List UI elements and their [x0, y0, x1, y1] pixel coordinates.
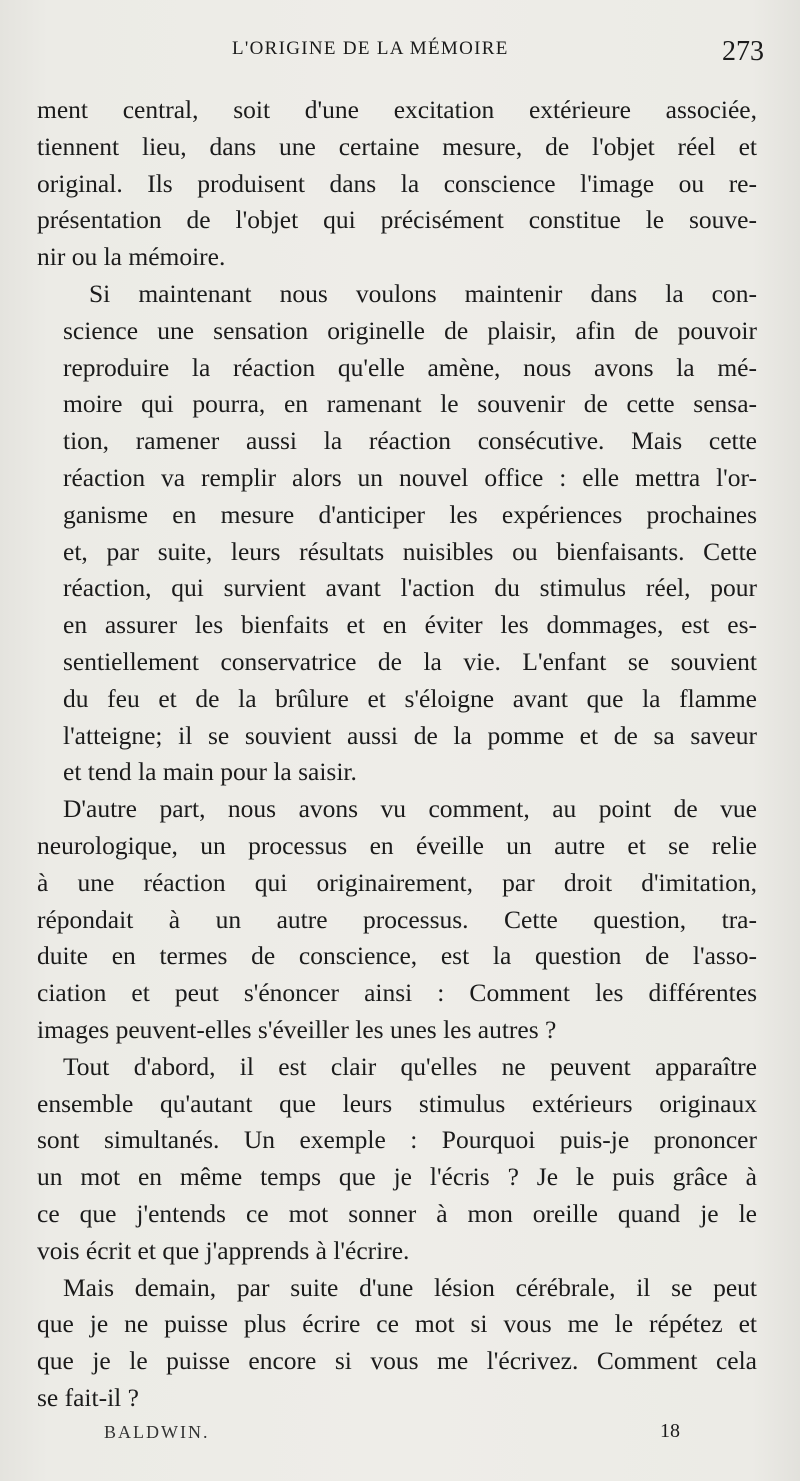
text-line: sentiellement conservatrice de la vie. L'enfant se souvient	[63, 646, 757, 676]
page-footer	[0, 1420, 800, 1460]
text-line: D'autre part, nous avons vu comment, au point de vue	[63, 794, 757, 824]
text-line: ganisme en mesure d'anticiper les expériences prochaines	[63, 499, 757, 529]
text-line: neurologique, un processus en éveille un autre et se relie	[37, 830, 757, 860]
text-line: images peuvent-elles s'éveiller les unes les autres ?	[37, 1014, 557, 1044]
text-line: l'atteigne; il se souvient aussi de la pomme et de sa saveur	[63, 720, 757, 750]
text-line: un mot en même temps que je l'écris ? Je le puis grâce à	[37, 1162, 757, 1192]
text-line: ciation et peut s'énoncer ainsi : Comment les différentes	[37, 978, 757, 1008]
text-line: se fait-il ?	[37, 1382, 139, 1412]
text-line: ce que j'entends ce mot sonner à mon oreille quand je le	[37, 1198, 757, 1228]
text-line: science une sensation originelle de plaisir, afin de pouvoir	[63, 315, 757, 345]
text-line: tiennent lieu, dans une certaine mesure, de l'objet réel et	[37, 131, 757, 161]
text-line: reproduire la réaction qu'elle amène, nous avons la mé-	[63, 352, 757, 382]
text-line: duite en termes de conscience, est la question de l'asso-	[37, 941, 757, 971]
text-line: que je le puisse encore si vous me l'écrivez. Comment cela	[37, 1346, 757, 1376]
paragraph-3	[37, 791, 757, 1049]
text-line: original. Ils produisent dans la conscience l'image ou re-	[37, 168, 757, 198]
text-line: réaction, qui survient avant l'action du stimulus réel, pour	[63, 573, 757, 603]
text-line: nir ou la mémoire.	[37, 242, 226, 272]
text-line: Mais demain, par suite d'une lésion cérébrale, il se peut	[63, 1272, 757, 1302]
text-line: que je ne puisse plus écrire ce mot si vous me le répétez et	[37, 1309, 757, 1339]
text-line: présentation de l'objet qui précisément constitue le souve-	[37, 205, 757, 235]
printer-signature: BALDWIN.	[104, 1422, 210, 1442]
text-line: moire qui pourra, en ramenant le souvenir de cette sensa-	[63, 389, 757, 419]
text-line: Si maintenant nous voulons maintenir dans la con-	[89, 278, 757, 308]
text-line: tion, ramener aussi la réaction consécutive. Mais cette	[63, 426, 757, 456]
text-line: sont simultanés. Un exemple : Pourquoi puis-je prononcer	[37, 1125, 757, 1155]
page-header	[0, 36, 800, 66]
sheet-number: 18	[660, 1420, 680, 1442]
page-number: 273	[722, 36, 764, 67]
text-line: en assurer les bienfaits et en éviter les dommages, est es-	[63, 610, 757, 640]
text-line: vois écrit et que j'apprends à l'écrire.	[37, 1235, 410, 1265]
body-text	[37, 92, 757, 1417]
text-line: ensemble qu'autant que leurs stimulus extérieurs originaux	[37, 1088, 757, 1118]
paragraph-1	[37, 92, 757, 276]
text-line: et, par suite, leurs résultats nuisibles ou bienfaisants. Cette	[63, 536, 757, 566]
paragraph-2	[37, 276, 757, 791]
text-line: ment central, soit d'une excitation extérieure associée,	[37, 95, 757, 124]
running-title: L'ORIGINE DE LA MÉMOIRE	[232, 38, 509, 59]
paragraph-4	[37, 1049, 757, 1270]
text-line: du feu et de la brûlure et s'éloigne avant que la flamme	[63, 683, 757, 713]
text-line: et tend la main pour la saisir.	[63, 757, 357, 787]
text-line: réaction va remplir alors un nouvel office : elle mettra l'or-	[63, 462, 757, 492]
text-line: Tout d'abord, il est clair qu'elles ne peuvent apparaître	[63, 1051, 757, 1081]
paragraph-5	[37, 1270, 757, 1417]
text-line: à une réaction qui originairement, par droit d'imitation,	[37, 867, 757, 897]
text-line: répondait à un autre processus. Cette question, tra-	[37, 904, 757, 934]
